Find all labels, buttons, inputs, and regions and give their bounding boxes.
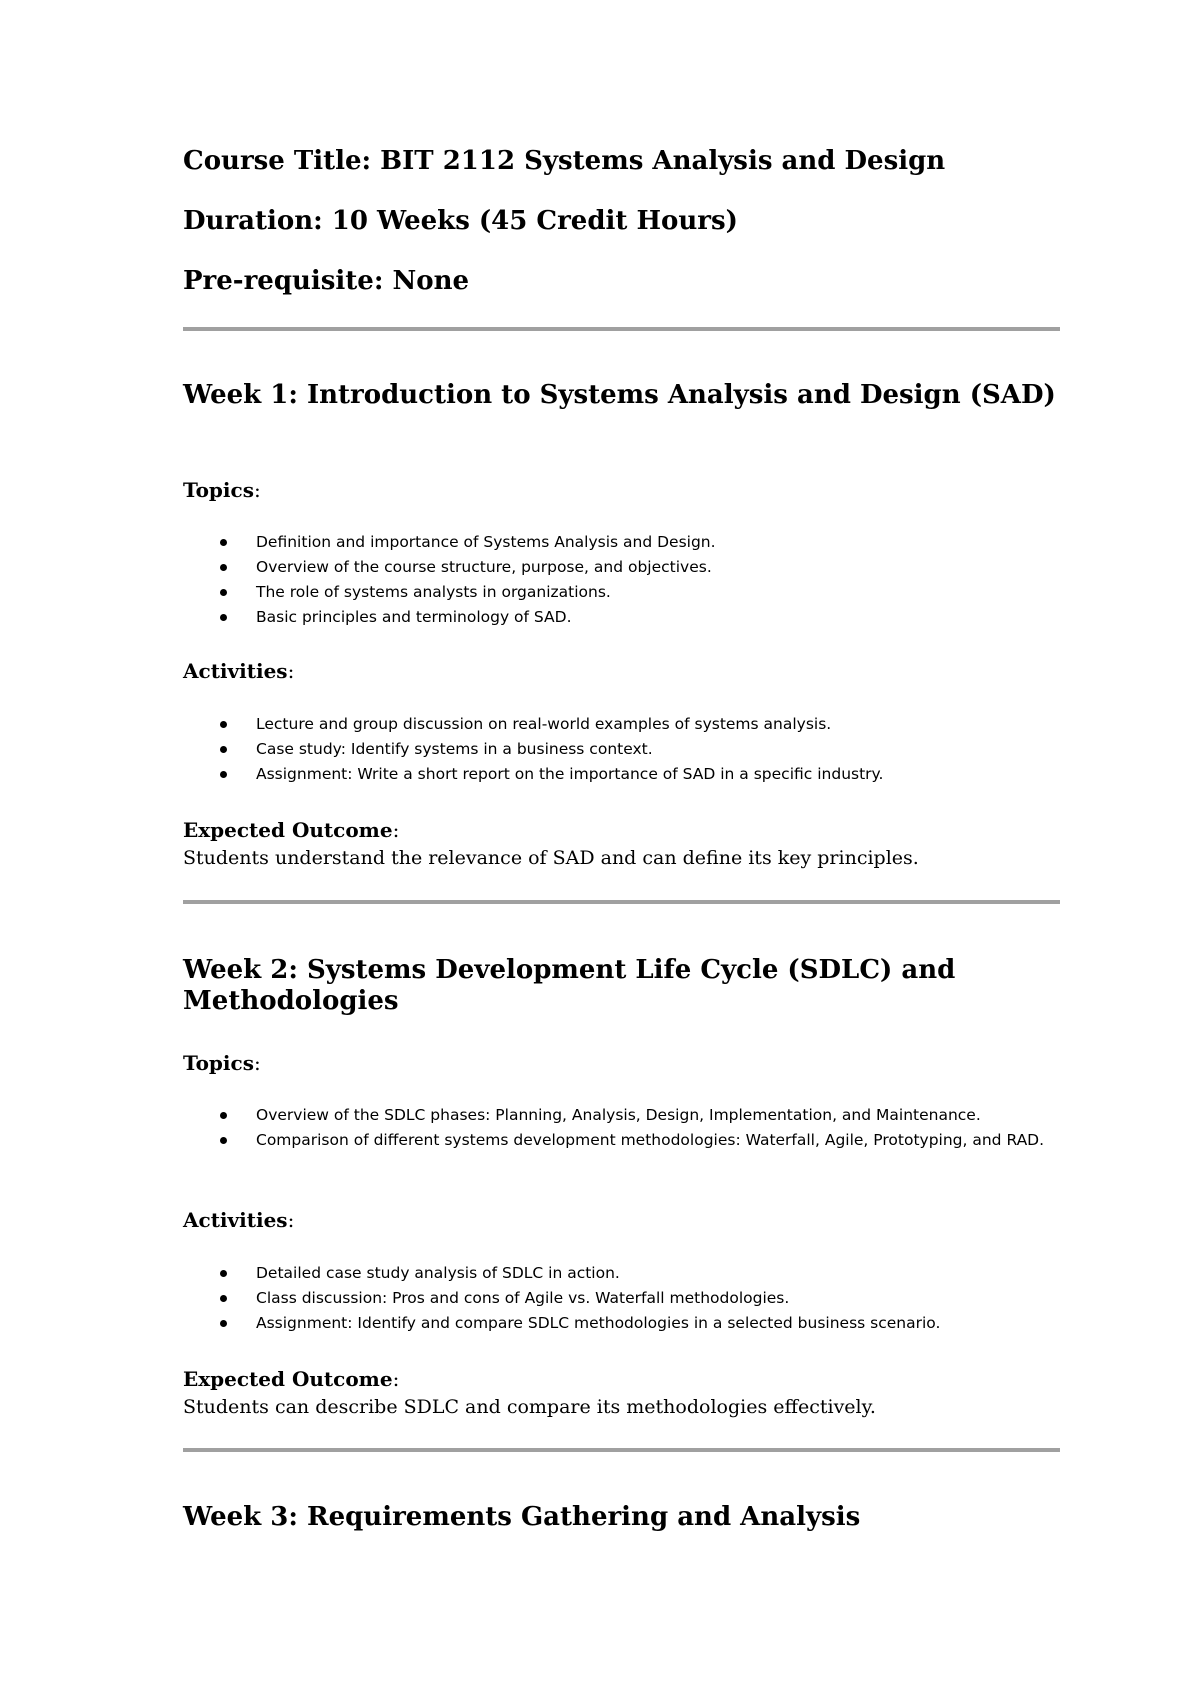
- week-1-topics-list: [183, 530, 1060, 630]
- week-2-outcome-text: Students can describe SDLC and compare its methodologies effectively.: [183, 1396, 876, 1418]
- week-2-outcome-label: Expected Outcome:: [183, 1367, 400, 1391]
- list-item: The role of systems analysts in organizations.: [183, 580, 1060, 605]
- list-item: Case study: Identify systems in a business context.: [183, 737, 1060, 762]
- list-item: Assignment: Identify and compare SDLC methodologies in a selected business scenario.: [183, 1311, 1060, 1336]
- week-3-heading: Week 3: Requirements Gathering and Analysis: [183, 1502, 861, 1532]
- list-item: Definition and importance of Systems Analysis and Design.: [183, 530, 1060, 555]
- course-duration: Duration: 10 Weeks (45 Credit Hours): [183, 206, 738, 236]
- week-1-activities-list: [183, 712, 1060, 787]
- list-item: Assignment: Write a short report on the importance of SAD in a specific industry.: [183, 762, 1060, 787]
- week-2-topics-label: Topics:: [183, 1051, 261, 1075]
- course-prerequisite: Pre-requisite: None: [183, 266, 470, 296]
- week-2-heading: Week 2: Systems Development Life Cycle (SDLC) and Methodologies: [183, 955, 956, 1016]
- week-2-topics-list: [183, 1103, 1060, 1153]
- horizontal-rule: [183, 1448, 1060, 1452]
- week-2-activities-list: [183, 1261, 1060, 1336]
- horizontal-rule: [183, 900, 1060, 904]
- course-title: Course Title: BIT 2112 Systems Analysis and Design: [183, 146, 946, 176]
- week-1-activities-label: Activities:: [183, 659, 295, 683]
- week-1-heading: Week 1: Introduction to Systems Analysis and Design (SAD): [183, 380, 1056, 410]
- list-item: Comparison of different systems development methodologies: Waterfall, Agile, Prototyping, and RAD.: [183, 1128, 1060, 1153]
- week-2-activities-label: Activities:: [183, 1208, 295, 1232]
- list-item: Overview of the SDLC phases: Planning, Analysis, Design, Implementation, and Maintenance.: [183, 1103, 1060, 1128]
- list-item: Class discussion: Pros and cons of Agile vs. Waterfall methodologies.: [183, 1286, 1060, 1311]
- week-1-topics-label: Topics:: [183, 478, 261, 502]
- list-item: Basic principles and terminology of SAD.: [183, 605, 1060, 630]
- list-item: Overview of the course structure, purpose, and objectives.: [183, 555, 1060, 580]
- horizontal-rule: [183, 327, 1060, 331]
- list-item: Detailed case study analysis of SDLC in action.: [183, 1261, 1060, 1286]
- week-1-outcome-text: Students understand the relevance of SAD and can define its key principles.: [183, 847, 919, 869]
- list-item: Lecture and group discussion on real-world examples of systems analysis.: [183, 712, 1060, 737]
- week-1-outcome-label: Expected Outcome:: [183, 818, 400, 842]
